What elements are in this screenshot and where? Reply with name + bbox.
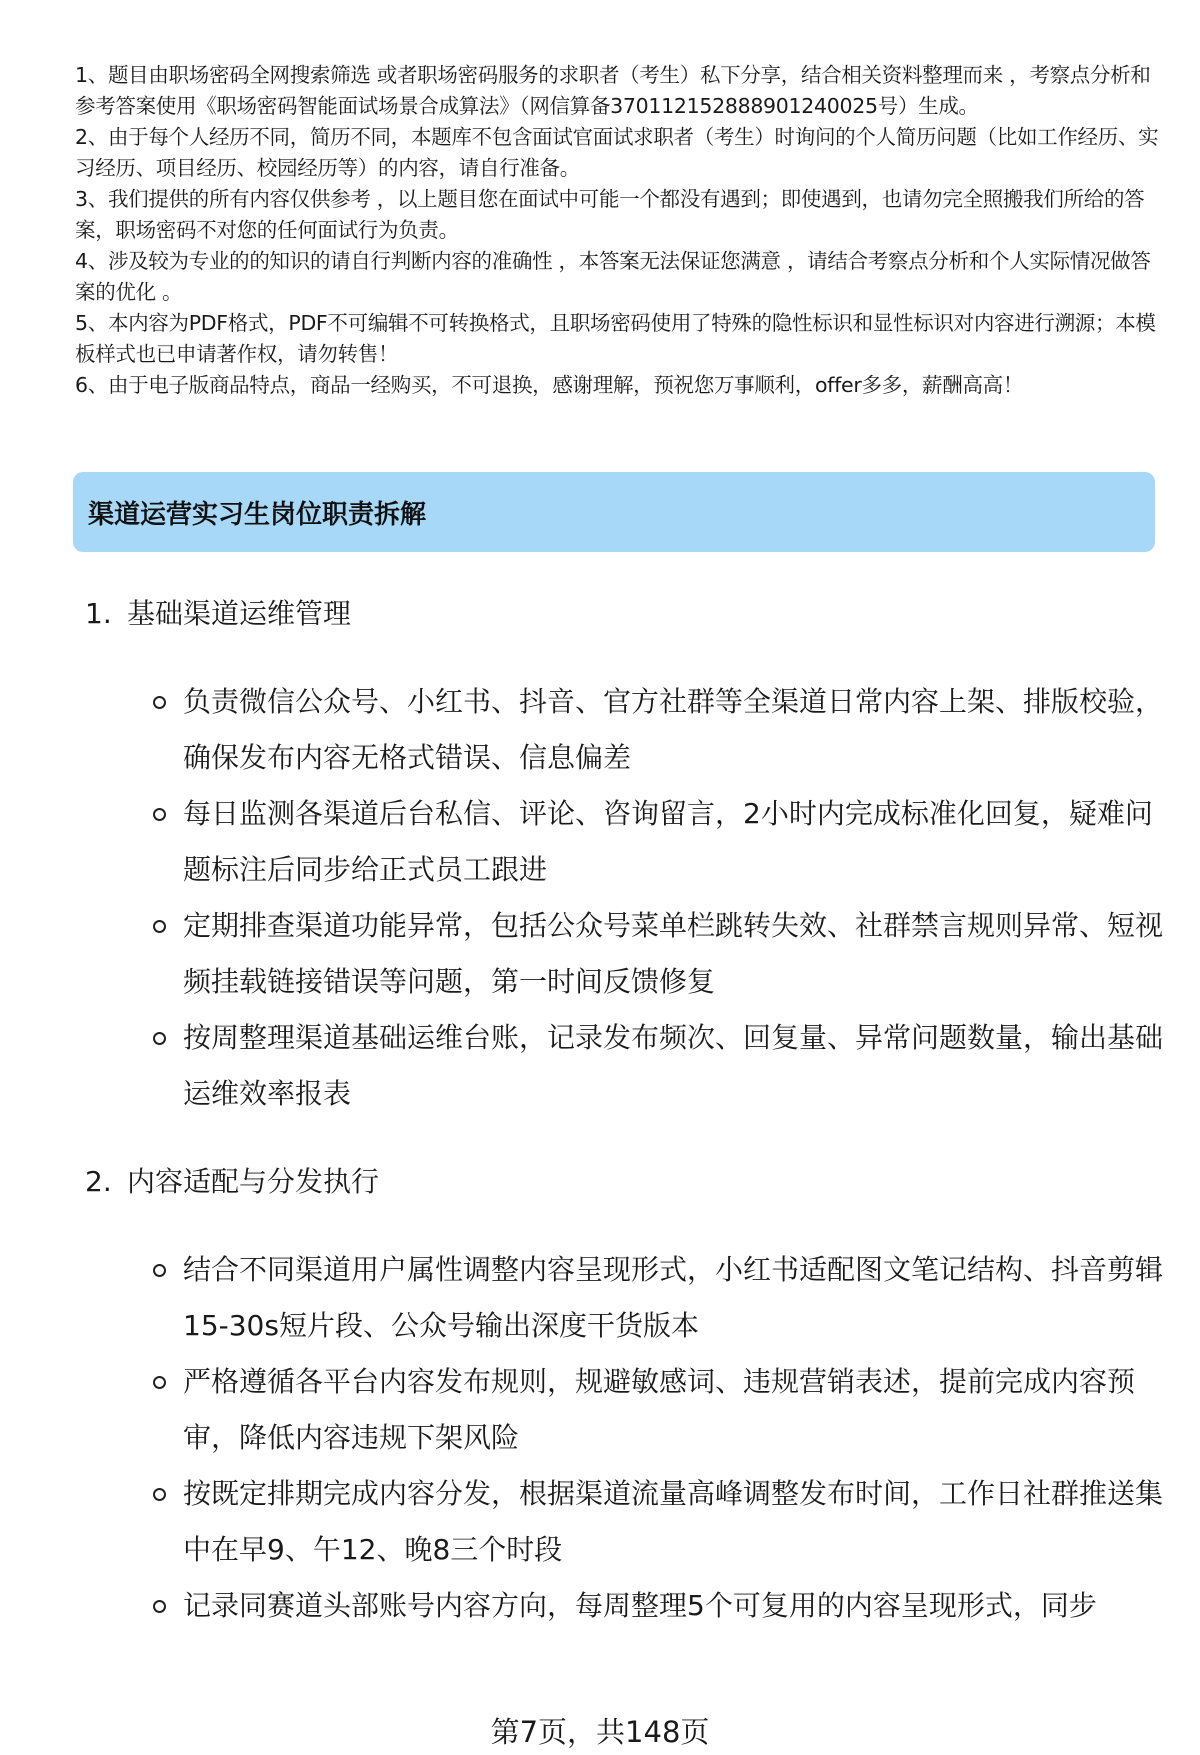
note-4: 4、涉及较为专业的的知识的请自行判断内容的准确性 ，本答案无法保证您满意 ，请结合考察点分析和个人实际情况做答案的优化 。 — [75, 249, 1151, 304]
note-3: 3、我们提供的所有内容仅供参考 ，以上题目您在面试中可能一个都没有遇到；即使遇到，也请勿完全照搬我们所给的答案，职场密码不对您的任何面试行为负责。 — [75, 187, 1145, 242]
bullet-list-2 — [0, 1242, 1200, 1634]
list-item-text: 每日监测各渠道后台私信、评论、咨询留言，2小时内完成标准化回复，疑难问题标注后同步给正式员工跟进 — [183, 797, 1153, 886]
bullet-circle-icon — [153, 1264, 166, 1277]
disclaimer-notes — [75, 60, 1165, 401]
list-item-text: 按既定排期完成内容分发，根据渠道流量高峰调整发布时间，工作日社群推送集中在早9、午12、晚8三个时段 — [183, 1477, 1164, 1566]
bullet-circle-icon — [153, 1032, 166, 1045]
bullet-circle-icon — [153, 808, 166, 821]
bullet-circle-icon — [153, 696, 166, 709]
list-item — [183, 786, 1168, 898]
list-item — [183, 1466, 1168, 1578]
note-2: 2、由于每个人经历不同，简历不同，本题库不包含面试官面试求职者（考生）时询问的个人简历问题（比如工作经历、实习经历、项目经历、校园经历等）的内容，请自行准备。 — [75, 125, 1159, 180]
list-item — [183, 1010, 1168, 1122]
list-item-text: 负责微信公众号、小红书、抖音、官方社群等全渠道日常内容上架、排版校验，确保发布内容无格式错误、信息偏差 — [183, 685, 1164, 774]
list-item — [183, 1354, 1168, 1466]
note-6: 6、由于电子版商品特点，商品一经购买，不可退换，感谢理解，预祝您万事顺利，offer多多，薪酬高高！ — [75, 373, 1024, 397]
list-item-text: 严格遵循各平台内容发布规则，规避敏感词、违规营销表述，提前完成内容预审，降低内容违规下架风险 — [183, 1365, 1136, 1454]
section-header: 渠道运营实习生岗位职责拆解 — [73, 472, 1155, 552]
bullet-circle-icon — [153, 1488, 166, 1501]
list-item — [183, 1242, 1168, 1354]
section-title-2 — [85, 1160, 1200, 1204]
list-item — [183, 898, 1168, 1010]
list-item-text: 结合不同渠道用户属性调整内容呈现形式，小红书适配图文笔记结构、抖音剪辑15-30s短片段、公众号输出深度干货版本 — [183, 1253, 1164, 1342]
section-number: 1. — [85, 597, 112, 630]
section-number: 2. — [85, 1165, 112, 1198]
bullet-circle-icon — [153, 920, 166, 933]
section-title-text: 内容适配与分发执行 — [127, 1165, 380, 1198]
list-item — [183, 1578, 1168, 1634]
list-item — [183, 674, 1168, 786]
page-number: 第7页，共148页 — [490, 1715, 710, 1749]
content — [0, 592, 1200, 1672]
note-1: 1、题目由职场密码全网搜索筛选 或者职场密码服务的求职者（考生）私下分享，结合相关资料整理而来 ，考察点分析和参考答案使用《职场密码智能面试场景合成算法》（网信算备370112152888901240025号）生成。 — [75, 63, 1151, 118]
list-item-text: 定期排查渠道功能异常，包括公众号菜单栏跳转失效、社群禁言规则异常、短视频挂载链接错误等问题，第一时间反馈修复 — [183, 909, 1164, 998]
note-5: 5、本内容为PDF格式，PDF不可编辑不可转换格式，且职场密码使用了特殊的隐性标识和显性标识对内容进行溯源；本模板样式也已申请著作权，请勿转售！ — [75, 311, 1156, 366]
bullet-circle-icon — [153, 1600, 166, 1613]
bullet-circle-icon — [153, 1376, 166, 1389]
bullet-list-1 — [0, 674, 1200, 1122]
list-item-text: 按周整理渠道基础运维台账，记录发布频次、回复量、异常问题数量，输出基础运维效率报表 — [183, 1021, 1164, 1110]
list-item-text: 记录同赛道头部账号内容方向，每周整理5个可复用的内容呈现形式，同步 — [183, 1589, 1097, 1622]
section-title-1 — [85, 592, 1200, 636]
section-title-text: 基础渠道运维管理 — [127, 597, 352, 630]
